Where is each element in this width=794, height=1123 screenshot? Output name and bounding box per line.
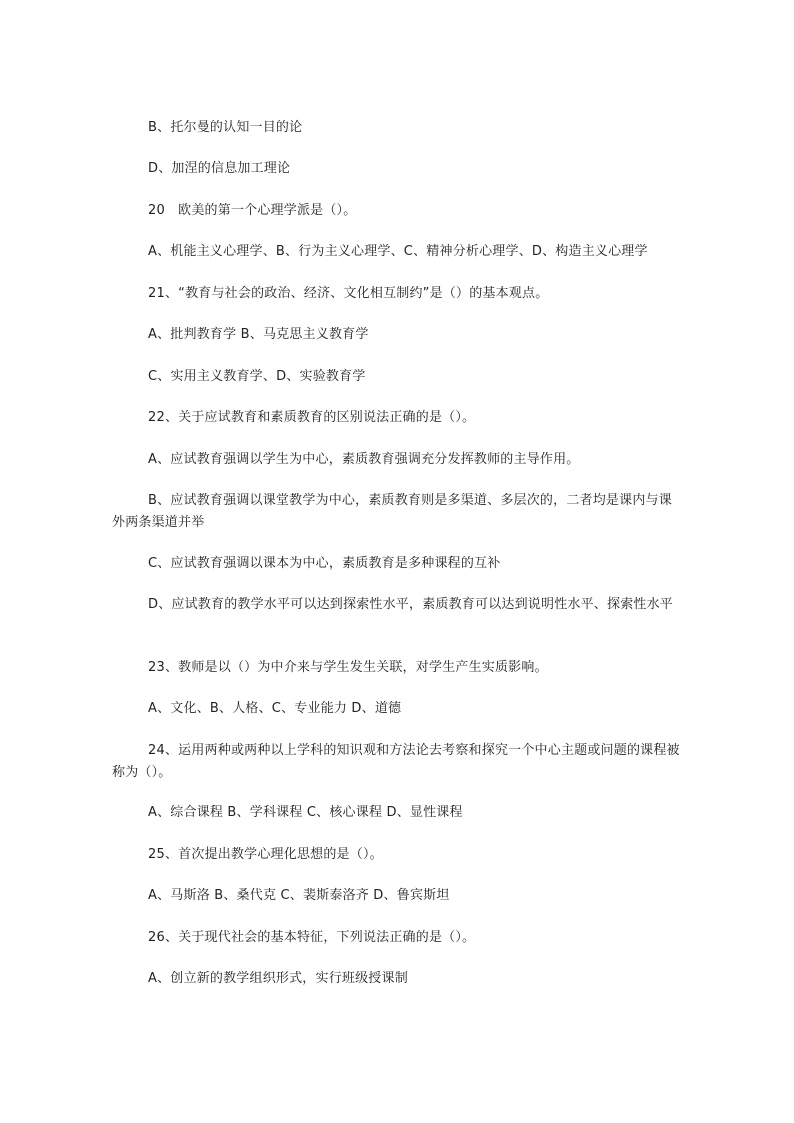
question-23-options: A、文化、B、人格、C、专业能力 D、道德 (148, 701, 402, 716)
question-22-option-c: C、应试教育强调以课本为中心，素质教育是多种课程的互补 (148, 556, 501, 571)
question-23: 23、教师是以（）为中介来与学生发生关联，对学生产生实质影响。 (148, 660, 548, 675)
question-21-options-ab: A、批判教育学 B、马克思主义教育学 (148, 327, 369, 342)
question-26: 26、关于现代社会的基本特征，下列说法正确的是（）。 (148, 930, 476, 945)
question-25: 25、首次提出教学心理化思想的是（）。 (148, 847, 383, 862)
question-21-options-cd: C、实用主义教育学、D、实验教育学 (148, 369, 366, 384)
question-24: 24、运用两种或两种以上学科的知识观和方法论去考察和探究一个中心主题或问题的课程被称为（）。 (112, 743, 680, 780)
question-25-options: A、马斯洛 B、桑代克 C、裴斯泰洛齐 D、鲁宾斯坦 (148, 888, 450, 903)
question-24-options: A、综合课程 B、学科课程 C、核心课程 D、显性课程 (148, 805, 463, 820)
question-22-option-b: B、应试教育强调以课堂教学为中心，素质教育则是多渠道、多层次的，二者均是课内与课外两条渠道并举 (112, 493, 672, 530)
question-22-option-a: A、应试教育强调以学生为中心，素质教育强调充分发挥教师的主导作用。 (148, 452, 580, 467)
option-b-tolman: B、托尔曼的认知一目的论 (148, 120, 303, 135)
question-20-options: A、机能主义心理学、B、行为主义心理学、C、精神分析心理学、D、构造主义心理学 (148, 244, 648, 259)
option-d-gagne: D、加涅的信息加工理论 (148, 161, 291, 176)
question-21: 21、“教育与社会的政治、经济、文化相互制约”是（）的基本观点。 (148, 286, 549, 301)
question-20: 20 欧美的第一个心理学派是（）。 (148, 203, 357, 218)
question-22-option-d: D、应试教育的教学水平可以达到探索性水平，素质教育可以达到说明性水平、探索性水平 (148, 597, 674, 612)
question-22: 22、关于应试教育和素质教育的区别说法正确的是（）。 (148, 410, 476, 425)
question-26-option-a: A、创立新的教学组织形式，实行班级授课制 (148, 971, 408, 986)
